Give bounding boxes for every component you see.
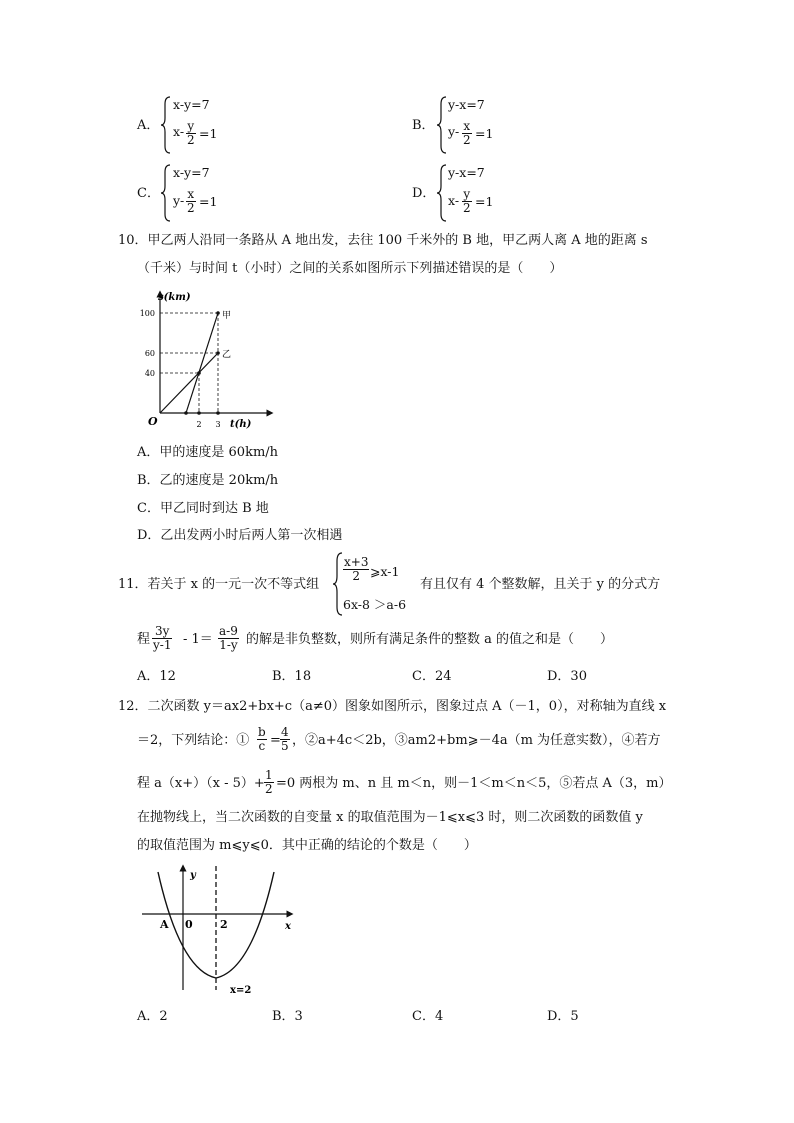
q11-ineq1-frac: $\frac{x+3}{2}$ bbox=[344, 555, 369, 583]
q9-c-brace bbox=[160, 164, 172, 222]
q10-tick-60: 60 bbox=[144, 349, 155, 358]
q10-option-a[interactable]: A．甲的速度是 60km/h bbox=[137, 445, 279, 460]
q9-b-frac: $\frac{x}{2}$ bbox=[463, 119, 471, 147]
q12-line2-pre: ＝2，下列结论：① bbox=[137, 733, 250, 748]
q10-stem-line1: 10．甲乙两人沿同一条路从 A 地出发，去往 100 千米外的 B 地，甲乙两人离 A 地的距离 s bbox=[118, 233, 648, 248]
q10-tick-40: 40 bbox=[144, 369, 155, 378]
q12-line2-post: ，②a+4c＜2b，③am2+bm⩾－4a（m 为任意实数），④若方 bbox=[292, 733, 661, 748]
q10-graph bbox=[138, 288, 278, 430]
q9-c-eq2-pre: y- bbox=[173, 193, 185, 208]
q10-origin: O bbox=[148, 415, 158, 428]
q9-c-frac: $\frac{x}{2}$ bbox=[187, 187, 195, 215]
q12-frac-45: $\frac{4}{5}$ bbox=[281, 725, 289, 753]
q11-option-d[interactable]: D．30 bbox=[547, 669, 587, 684]
q11-ineq2: 6x-8 ＞a-6 bbox=[343, 597, 407, 612]
q9-d-brace bbox=[436, 164, 448, 222]
q9-d-eq1: y-x=7 bbox=[448, 165, 485, 180]
q9-c-eq1: x-y=7 bbox=[173, 165, 210, 180]
q12-line3-post: =0 两根为 m、n 且 m＜n，则－1＜m＜n＜5，⑤若点 A（3，m） bbox=[276, 776, 672, 791]
q9-a-frac: $\frac{y}{2}$ bbox=[187, 119, 195, 147]
q12-label-origin: 0 bbox=[185, 918, 193, 931]
q10-label-jia: 甲 bbox=[222, 311, 232, 321]
q9-b-brace bbox=[436, 96, 448, 154]
q9-c-label: C． bbox=[137, 186, 160, 201]
q10-tick-3: 3 bbox=[215, 420, 221, 429]
q10-xlabel: t(h) bbox=[230, 419, 252, 430]
q11-frac-a9: $\frac{a-9}{1-y}$ bbox=[219, 624, 238, 652]
q10-option-c[interactable]: C．甲乙同时到达 B 地 bbox=[137, 501, 269, 516]
q12-label-axis: x=2 bbox=[230, 985, 252, 996]
q9-d-frac: $\frac{y}{2}$ bbox=[463, 187, 471, 215]
q10-line-jia bbox=[186, 313, 218, 413]
q11-frac-3y: $\frac{3y}{y-1}$ bbox=[153, 624, 172, 652]
q12-stem-line1: 12．二次函数 y＝ax2+bx+c（a≠0）图象如图所示，图象过点 A（－1，0），对称轴为直线 x bbox=[118, 699, 667, 714]
q9-d-eq2-post: =1 bbox=[475, 194, 494, 209]
q11-option-a[interactable]: A．12 bbox=[137, 669, 176, 684]
q12-line3-pre: 程 a（x+）（x - 5）+ bbox=[137, 776, 265, 791]
q9-b-eq2-pre: y- bbox=[448, 124, 460, 139]
q12-stem-line5: 的取值范围为 m⩽y⩽0．其中正确的结论的个数是（ ） bbox=[137, 838, 477, 853]
q11-line2-mid: - 1＝ bbox=[183, 632, 213, 647]
q10-tick-100: 100 bbox=[139, 309, 155, 318]
q12-xlabel: x bbox=[285, 921, 291, 932]
q12-line2-eq: = bbox=[270, 733, 281, 748]
q9-c-eq2-post: =1 bbox=[199, 194, 218, 209]
q11-stem-post: 有且仅有 4 个整数解，且关于 y 的分式方 bbox=[420, 577, 661, 592]
q11-line2-post: 的解是非负整数，则所有满足条件的整数 a 的值之和是（ ） bbox=[246, 632, 614, 647]
q10-stem-line2: （千米）与时间 t（小时）之间的关系如图所示下列描述错误的是（ ） bbox=[137, 261, 563, 276]
q12-frac-bc: $\frac{b}{c}$ bbox=[258, 725, 266, 753]
q10-option-d[interactable]: D．乙出发两小时后两人第一次相遇 bbox=[137, 528, 343, 543]
q9-a-label: A． bbox=[137, 118, 160, 133]
q11-option-c[interactable]: C．24 bbox=[412, 669, 452, 684]
q12-graph bbox=[140, 862, 300, 1002]
q12-option-d[interactable]: D．5 bbox=[547, 1009, 579, 1024]
q11-option-b[interactable]: B．18 bbox=[272, 669, 312, 684]
q12-option-b[interactable]: B．3 bbox=[272, 1009, 303, 1024]
q12-option-a[interactable]: A．2 bbox=[137, 1009, 168, 1024]
q9-b-label: B． bbox=[412, 118, 435, 133]
q12-label-2: 2 bbox=[220, 918, 228, 931]
q10-label-yi: 乙 bbox=[222, 350, 232, 360]
q12-ylabel: y bbox=[190, 870, 196, 881]
q9-d-eq2-pre: x- bbox=[448, 193, 460, 208]
q11-stem-pre: 11．若关于 x 的一元一次不等式组 bbox=[118, 577, 320, 592]
q9-b-eq2-post: =1 bbox=[475, 126, 494, 141]
q9-a-eq2-pre: x- bbox=[173, 124, 185, 139]
q12-stem-line4: 在抛物线上，当二次函数的自变量 x 的取值范围为－1⩽x⩽3 时，则二次函数的函数值 y bbox=[137, 810, 643, 825]
q10-option-b[interactable]: B．乙的速度是 20km/h bbox=[137, 473, 279, 488]
q9-a-eq2-post: =1 bbox=[199, 126, 218, 141]
q9-d-label: D． bbox=[412, 186, 436, 201]
q11-ineq1-rhs: ⩾x-1 bbox=[370, 564, 400, 579]
q9-a-eq1: x-y=7 bbox=[173, 97, 210, 112]
q12-label-a: A bbox=[160, 918, 169, 931]
q12-frac-half: $\frac{1}{2}$ bbox=[265, 768, 273, 796]
q10-ylabel: s(km) bbox=[158, 292, 191, 303]
q11-line2-pre: 程 bbox=[137, 632, 151, 647]
q10-tick-2: 2 bbox=[196, 420, 202, 429]
q9-a-brace bbox=[160, 96, 172, 154]
q9-b-eq1: y-x=7 bbox=[448, 97, 485, 112]
q12-option-c[interactable]: C．4 bbox=[412, 1009, 444, 1024]
